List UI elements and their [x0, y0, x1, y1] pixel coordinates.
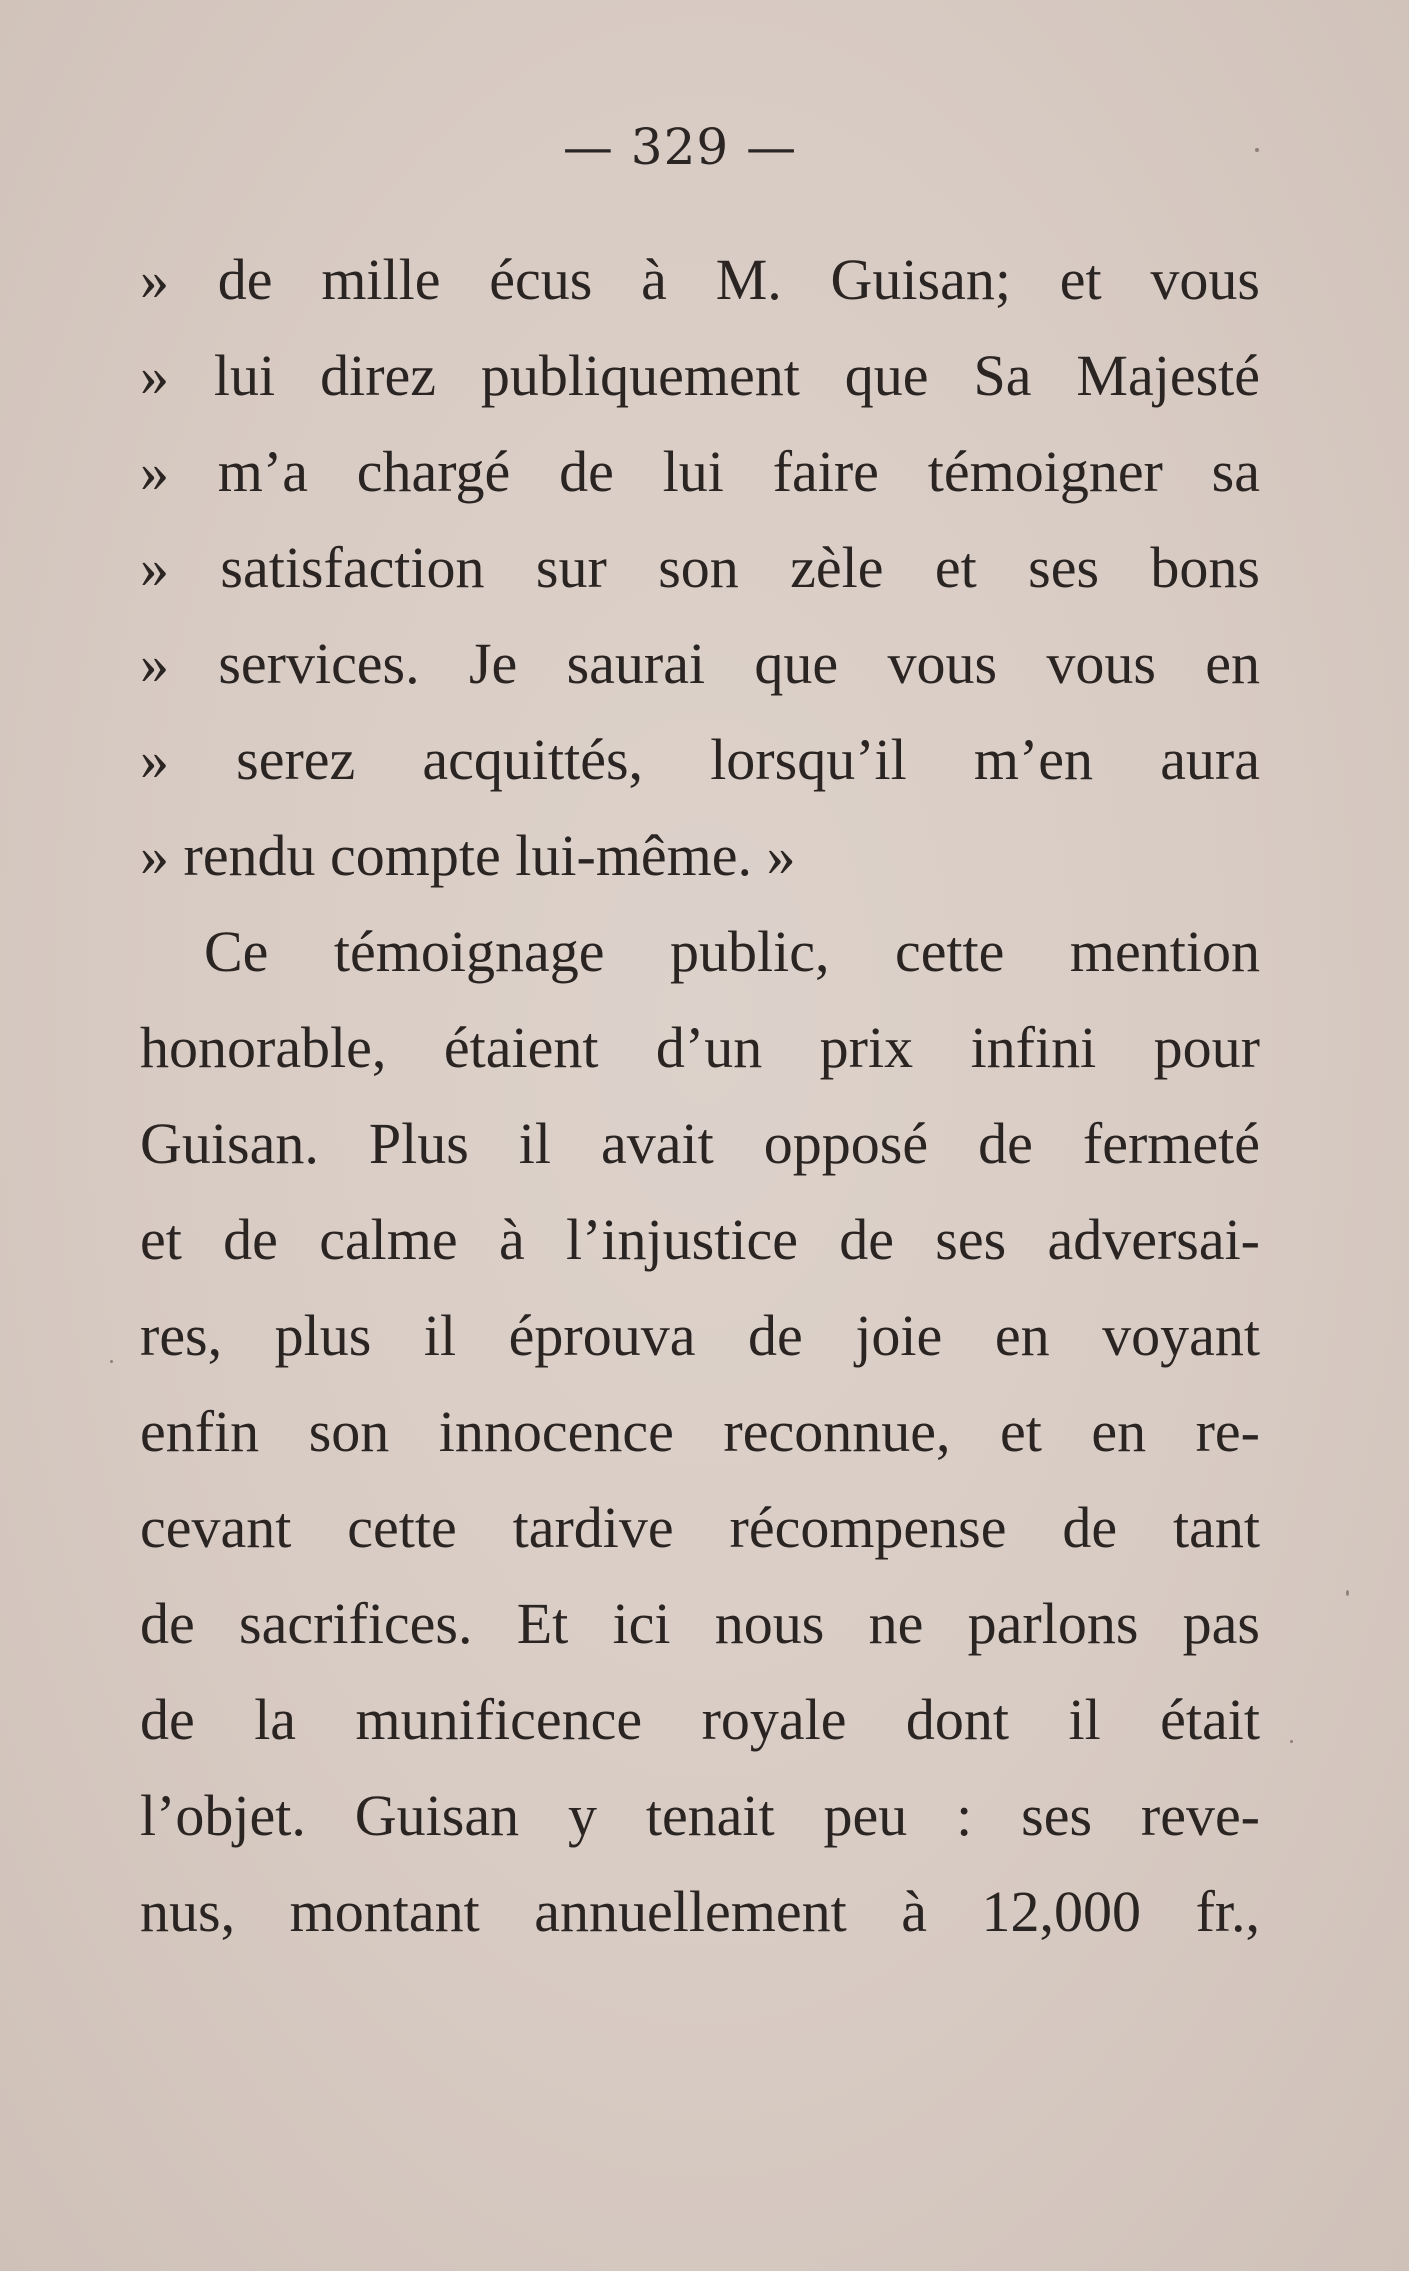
text-line: » rendu compte lui-même. »	[140, 823, 796, 888]
paper-speck	[1255, 148, 1259, 152]
text-line: nus, montant annuellement à 12,000 fr.,	[140, 1879, 1260, 1944]
text-line: » lui direz publiquement que Sa Majesté	[140, 343, 1260, 408]
text-line: honorable, étaient d’un prix infini pour	[140, 1015, 1260, 1080]
text-line: » de mille écus à M. Guisan; et vous	[140, 247, 1260, 312]
text-line: » satisfaction sur son zèle et ses bons	[140, 535, 1260, 600]
page-text	[140, 232, 1260, 1960]
text-line: de sacrifices. Et ici nous ne parlons pas	[140, 1591, 1260, 1656]
paper-speck	[1290, 1740, 1293, 1743]
text-line: de la munificence royale dont il était	[140, 1687, 1260, 1752]
text-line: » serez acquittés, lorsqu’il m’en aura	[140, 727, 1260, 792]
text-line: cevant cette tardive récompense de tant	[140, 1495, 1260, 1560]
text-line: et de calme à l’injustice de ses adversai-	[140, 1207, 1260, 1272]
text-line: res, plus il éprouva de joie en voyant	[140, 1303, 1260, 1368]
text-line: Ce témoignage public, cette mention	[204, 919, 1260, 984]
paper-speck	[1346, 1590, 1349, 1596]
paper-speck	[110, 1360, 113, 1363]
text-line: » m’a chargé de lui faire témoigner sa	[140, 439, 1260, 504]
text-line: » services. Je saurai que vous vous en	[140, 631, 1260, 696]
text-line: enfin son innocence reconnue, et en re-	[140, 1399, 1260, 1464]
page-number: — 329 —	[562, 118, 798, 176]
text-line: Guisan. Plus il avait opposé de fermeté	[140, 1111, 1260, 1176]
text-line: l’objet. Guisan y tenait peu : ses reve-	[140, 1783, 1260, 1848]
